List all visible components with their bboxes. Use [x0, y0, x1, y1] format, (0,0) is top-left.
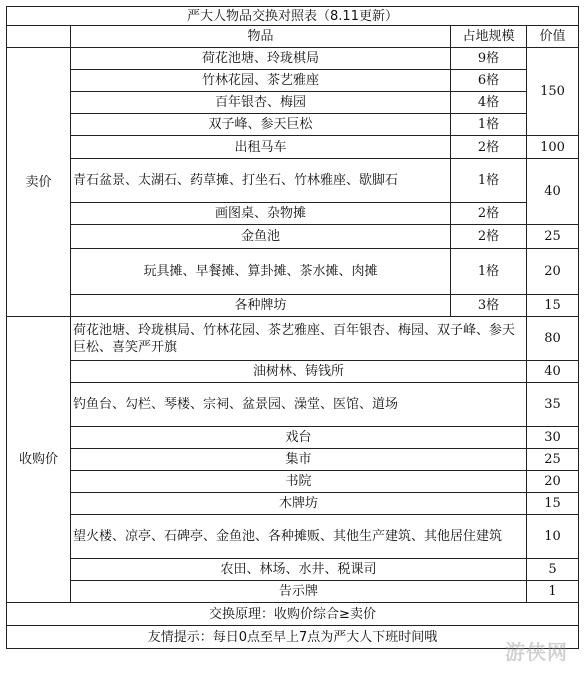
buy-group-label: 收购价 — [7, 317, 71, 603]
buy-value: 25 — [527, 449, 579, 471]
friendly-tip-note: 友情提示：每日0点至早上7点为严大人下班时间哦 — [7, 626, 579, 649]
sell-item: 出租马车 — [71, 136, 451, 159]
buy-value: 30 — [527, 427, 579, 449]
buy-item: 告示牌 — [71, 581, 527, 603]
sell-size: 1格 — [451, 159, 527, 203]
sell-group-label: 卖价 — [7, 48, 71, 317]
sell-item: 金鱼池 — [71, 225, 451, 249]
sell-size: 6格 — [451, 70, 527, 92]
buy-item: 油树林、铸钱所 — [71, 361, 527, 383]
buy-value: 35 — [527, 383, 579, 427]
header-blank-cell — [7, 26, 71, 48]
buy-value: 5 — [527, 559, 579, 581]
buy-value: 1 — [527, 581, 579, 603]
buy-item: 望火楼、凉亭、石碑亭、金鱼池、各种摊贩、其他生产建筑、其他居住建筑 — [71, 515, 527, 559]
sell-item: 百年银杏、梅园 — [71, 92, 451, 114]
sell-size: 2格 — [451, 203, 527, 225]
sell-value: 25 — [527, 225, 579, 249]
sell-size: 2格 — [451, 136, 527, 159]
sell-size: 2格 — [451, 225, 527, 249]
sell-item: 玩具摊、早餐摊、算卦摊、茶水摊、肉摊 — [71, 249, 451, 295]
buy-value: 15 — [527, 493, 579, 515]
sell-value: 20 — [527, 249, 579, 295]
buy-value: 10 — [527, 515, 579, 559]
sell-item: 双子峰、参天巨松 — [71, 114, 451, 136]
sell-item: 各种牌坊 — [71, 295, 451, 317]
sell-item: 青石盆景、太湖石、药草摊、打坐石、竹林雅座、歇脚石 — [71, 159, 451, 203]
buy-value: 80 — [527, 317, 579, 361]
sell-size: 3格 — [451, 295, 527, 317]
buy-item: 钓鱼台、勾栏、琴楼、宗祠、盆景园、澡堂、医馆、道场 — [71, 383, 527, 427]
buy-item: 木牌坊 — [71, 493, 527, 515]
buy-item: 集市 — [71, 449, 527, 471]
sell-size: 4格 — [451, 92, 527, 114]
header-size: 占地规模 — [451, 26, 527, 48]
buy-value: 20 — [527, 471, 579, 493]
buy-item: 书院 — [71, 471, 527, 493]
exchange-table-sheet — [6, 6, 578, 675]
exchange-principle-note: 交换原理：收购价综合≥卖价 — [7, 603, 579, 626]
buy-item: 戏台 — [71, 427, 527, 449]
sell-item: 荷花池塘、玲珑棋局 — [71, 48, 451, 70]
sell-value: 15 — [527, 295, 579, 317]
site-watermark: 游侠网 — [505, 640, 568, 664]
header-item: 物品 — [71, 26, 451, 48]
exchange-table — [6, 6, 579, 649]
buy-item: 荷花池塘、玲珑棋局、竹林花园、茶艺雅座、百年银杏、梅园、双子峰、参天巨松、喜笑严开旗 — [71, 317, 527, 361]
buy-item: 农田、林场、水井、税课司 — [71, 559, 527, 581]
sell-value: 150 — [527, 48, 579, 136]
sell-value: 40 — [527, 159, 579, 225]
buy-value: 40 — [527, 361, 579, 383]
sell-item: 画图桌、杂物摊 — [71, 203, 451, 225]
sell-size: 9格 — [451, 48, 527, 70]
table-title: 严大人物品交换对照表（8.11更新） — [7, 7, 579, 26]
sell-size: 1格 — [451, 114, 527, 136]
sell-item: 竹林花园、茶艺雅座 — [71, 70, 451, 92]
sell-size: 1格 — [451, 249, 527, 295]
sell-value: 100 — [527, 136, 579, 159]
header-value: 价值 — [527, 26, 579, 48]
